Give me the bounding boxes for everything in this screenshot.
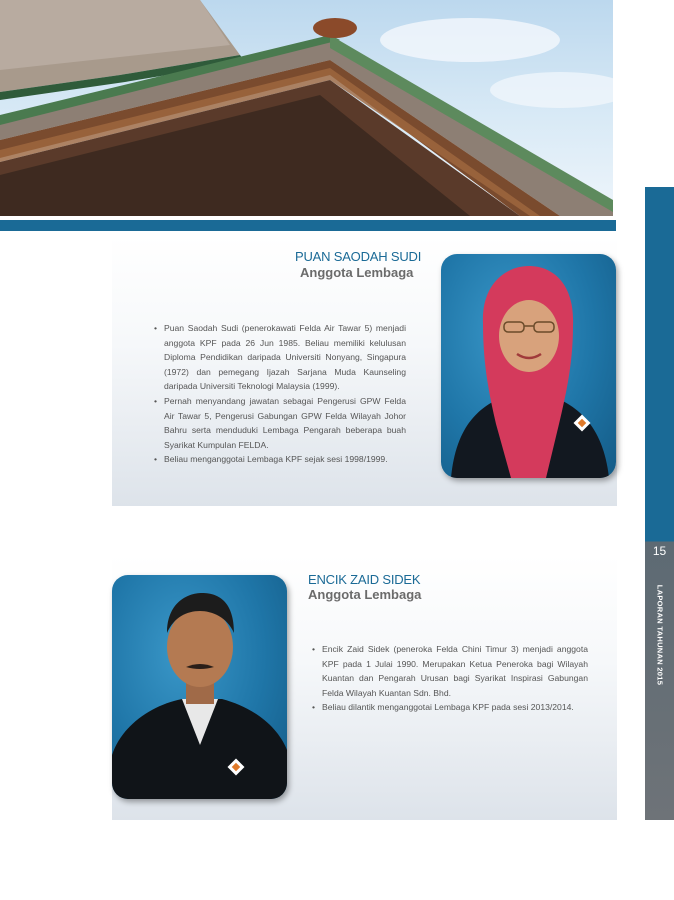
report-title-vertical: [652, 580, 668, 690]
member-bullets-2: [310, 642, 588, 715]
page-number: 15: [652, 544, 667, 558]
sidebar-strip: [645, 187, 674, 820]
bullet-item: • Pernah menyandang jawatan sebagai Pengerusi GPW Felda Air Tawar 5, Pengerusi Gabungan GPW Felda Wilayah Johor Bahru serta menduduki Lembaga Pengarah beberapa buah Syarikat Kumpulan FELDA.: [152, 394, 406, 452]
member-role: Anggota Lembaga: [308, 587, 422, 602]
bullet-item: • Encik Zaid Sidek (peneroka Felda Chini Timur 3) menjadi anggota KPF pada 1 Julai 1990. Merupakan Ketua Peneroka bagi Wilayah Kuantan dan Pengarah Urusan bagi Syarikat Inspirasi Gabungan Felda Wilayah Kuantan Sdn. Bhd.: [310, 642, 588, 700]
bullet-item: • Beliau menganggotai Lembaga KPF sejak sesi 1998/1999.: [152, 452, 406, 467]
report-title-text: LAPORAN TAHUNAN 2015: [655, 584, 665, 686]
member-bullets-1: [152, 321, 406, 467]
member-role: Anggota Lembaga: [300, 265, 414, 280]
header-photo: [0, 0, 613, 216]
member-photo-2: [112, 575, 287, 799]
bullet-item: • Puan Saodah Sudi (penerokawati Felda Air Tawar 5) menjadi anggota KPF pada 26 Jun 1985. Beliau memiliki kelulusan Diploma Pendidikan daripada Universiti Nonyang, Singapura (1972) dan pemegang Ijazah Sarjana Muda Kaunseling daripada Universiti Teknologi Malaysia (1999).: [152, 321, 406, 394]
member-name: ENCIK ZAID SIDEK: [308, 572, 421, 587]
bullet-item: • Beliau dilantik menganggotai Lembaga KPF pada sesi 2013/2014.: [310, 700, 588, 715]
header-band: [0, 220, 616, 231]
member-name: PUAN SAODAH SUDI: [295, 249, 422, 264]
member-photo-1: [441, 254, 616, 478]
